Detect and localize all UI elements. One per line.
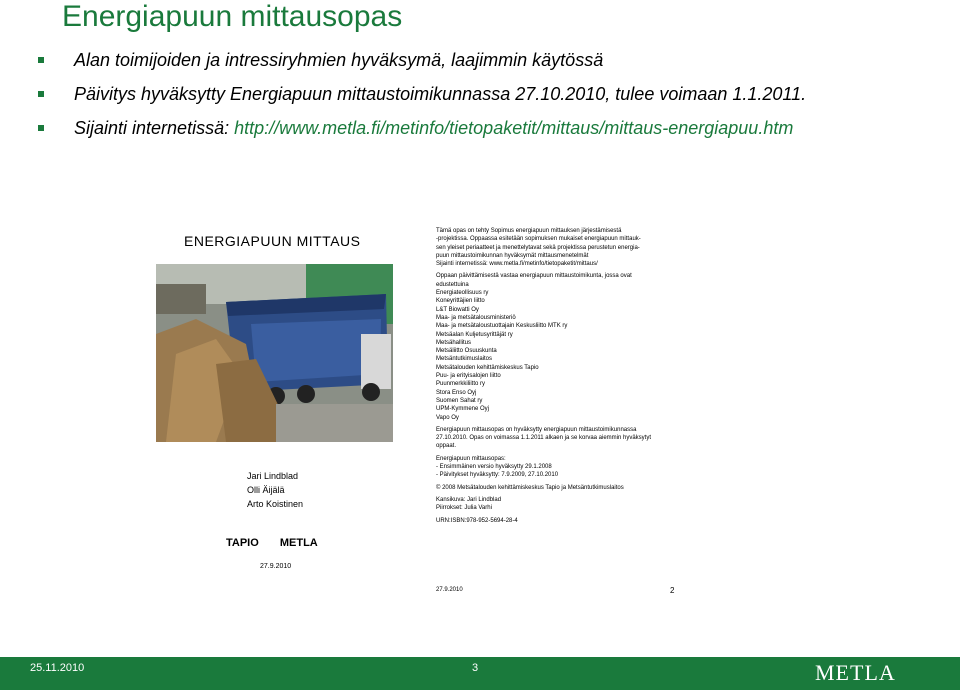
bullet-text: Alan toimijoiden ja intressiryhmien hyväksymä, laajimmin käytössä <box>74 50 604 70</box>
text-line: - Päivitykset hyväksytty: 7.9.2009, 27.10.2010 <box>436 472 559 479</box>
text-line: Koneyrittäjien liitto <box>436 298 485 305</box>
author-name: Jari Lindblad <box>247 471 299 481</box>
metla-logo: METLA <box>279 537 318 549</box>
text-block <box>436 496 686 513</box>
cover-photo-truck <box>156 264 393 442</box>
text-line: Metsäalan Kuljetusyrittäjät ry <box>436 331 513 338</box>
bullet-label: Sijainti internetissä: <box>74 118 235 138</box>
author-name: Arto Koistinen <box>247 499 304 509</box>
text-line: Piirrokset: Julia Varhi <box>436 505 492 512</box>
text-line: UPM-Kymmene Oyj <box>436 406 490 413</box>
text-line: Puunmerkkiliitto ry <box>436 381 486 388</box>
text-block <box>436 227 686 268</box>
text-line: Kansikuva: Jari Lindblad <box>436 496 502 503</box>
text-block <box>436 484 686 492</box>
text-line: Energiapuun mittausopas on hyväksytty energiapuun mittaustoimikunnassa <box>436 426 637 433</box>
slide-number: 3 <box>472 662 479 674</box>
text-line: Oppaan päivittämisestä vastaa energiapuun mittaustoimikunta, jossa ovat <box>436 273 632 280</box>
footer-bar <box>0 657 960 690</box>
bullet-text: Päivitys hyväksytty Energiapuun mittaustoimikunnassa 27.10.2010, tulee voimaan 1.1.2011. <box>74 84 807 104</box>
text-line: L&T Biowatti Oy <box>436 306 479 313</box>
text-block <box>436 426 686 451</box>
cover-date: 27.9.2010 <box>260 563 292 570</box>
text-line: © 2008 Metsätalouden kehittämiskeskus Tapio ja Metsäntutkimuslaitos <box>436 484 624 491</box>
text-block <box>436 517 686 525</box>
text-line: Tämä opas on tehty Sopimus energiapuun mittauksen järjestämisestä <box>436 228 622 234</box>
text-line: Maa- ja metsätalousministeriö <box>436 314 516 321</box>
text-line: URN:ISBN:978-952-5694-28-4 <box>436 517 518 524</box>
publisher-logos <box>226 537 336 549</box>
text-line: oppaat. <box>436 443 457 450</box>
footer-date: 25.11.2010 <box>30 662 85 674</box>
text-line: Metsätalouden kehittämiskeskus Tapio <box>436 364 539 371</box>
bullet-square-icon <box>38 57 44 63</box>
text-line: edustettuina <box>436 281 469 288</box>
booklet-text-column <box>436 227 686 529</box>
text-line: Energiapuun mittausopas: <box>436 455 506 462</box>
text-block <box>436 272 686 421</box>
text-line: Puu- ja erityisalojen liitto <box>436 373 501 380</box>
text-line: Metsäliitto Osuuskunta <box>436 348 497 355</box>
page-number: 2 <box>670 586 675 595</box>
text-line: 27.10.2010. Opas on voimassa 1.1.2011 alkaen ja se korvaa aiemmin hyväksytyt <box>436 435 652 442</box>
bullet-square-icon <box>38 125 44 131</box>
metla-url-link[interactable]: http://www.metla.fi/metinfo/tietopaketit/mittaus/mittaus-energiapuu.htm <box>234 118 794 138</box>
booklet-image <box>150 215 690 600</box>
text-line: sen yleiset periaatteet ja menettelytavat sekä projektissa perustetun energia- <box>436 244 640 251</box>
author-list <box>247 469 303 511</box>
text-block <box>436 455 686 480</box>
text-line: Suomen Sahat ry <box>436 397 483 404</box>
tapio-logo: TAPIO <box>226 537 259 549</box>
text-line: Metsähallitus <box>436 339 472 346</box>
text-line: Vapo Oy <box>436 414 459 421</box>
text-line: Energiateollisuus ry <box>436 290 489 297</box>
text-line: Stora Enso Oyj <box>436 389 477 396</box>
slide-title: Energiapuun mittausopas <box>62 0 403 33</box>
page-date: 27.9.2010 <box>436 587 463 593</box>
bullet-square-icon <box>38 91 44 97</box>
cover-title: ENERGIAPUUN MITTAUS <box>184 233 361 249</box>
text-line: - Ensimmäinen versio hyväksytty 29.1.2008 <box>436 464 552 471</box>
author-name: Olli Äijälä <box>247 485 285 495</box>
text-line: -projektissa. Oppaassa esitetään sopimuksen mukaiset energiapuun mittauk- <box>436 236 641 243</box>
metla-footer-logo: METLA <box>815 660 896 685</box>
text-line: Metsäntutkimuslaitos <box>436 356 493 363</box>
text-line: puun mittaustoimikunnan hyväksymät mittausmenetelmät <box>436 252 589 259</box>
bullet-text <box>74 118 793 139</box>
text-line: Sijainti internetissä: www.metla.fi/metinfo/tietopaketit/mittaus/ <box>436 261 598 268</box>
text-line: Maa- ja metsätaloustuottajain Keskusliitto MTK ry <box>436 323 568 330</box>
